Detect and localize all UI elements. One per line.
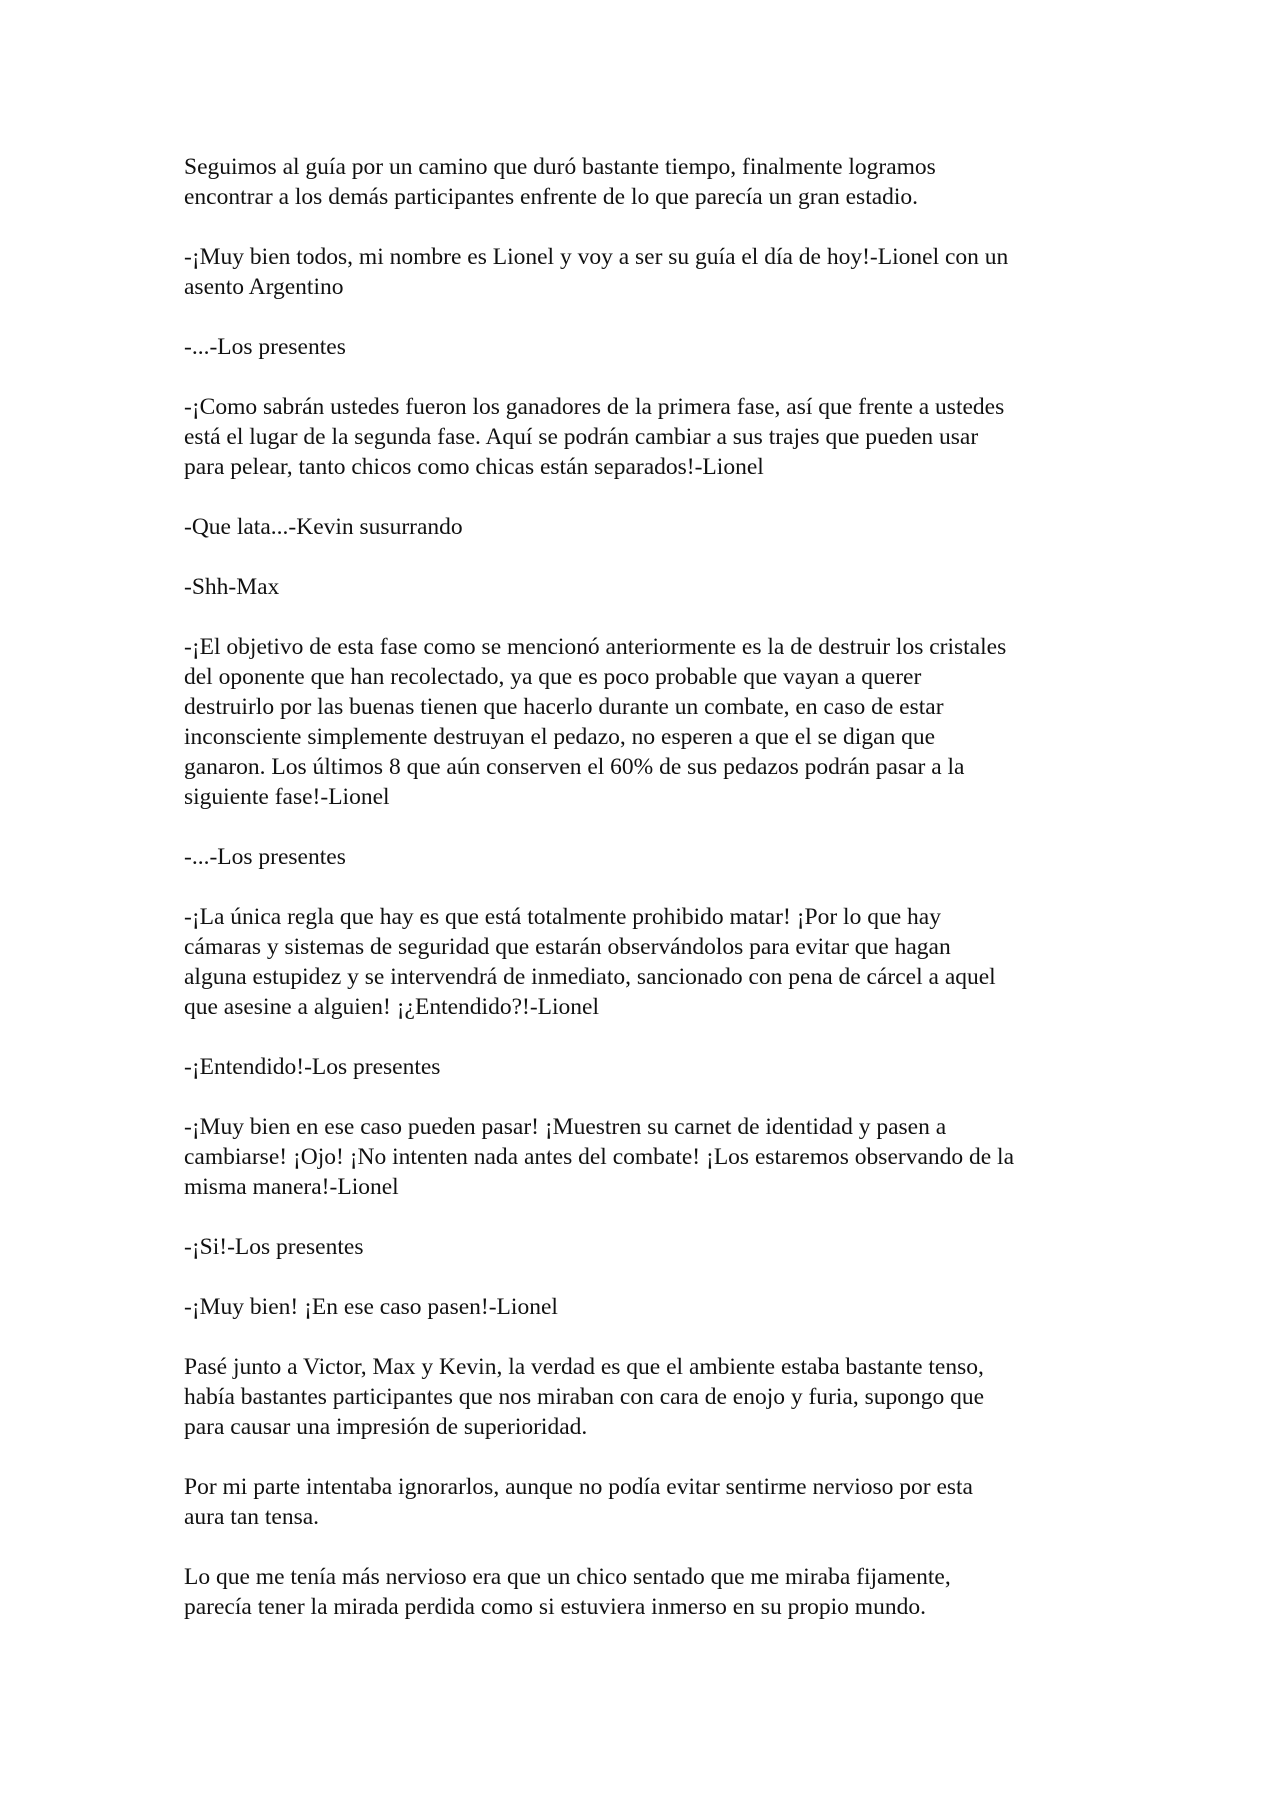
- paragraph: [184, 1292, 1124, 1322]
- paragraph: [184, 1052, 1124, 1082]
- paragraph: [184, 842, 1124, 872]
- text-line: siguiente fase!-Lionel: [184, 784, 390, 810]
- text-line: -...-Los presentes: [184, 334, 346, 360]
- text-line: para pelear, tanto chicos como chicas están separados!-Lionel: [184, 454, 764, 480]
- text-line: alguna estupidez y se intervendrá de inmediato, sancionado con pena de cárcel a aquel: [184, 964, 996, 990]
- text-line: había bastantes participantes que nos miraban con cara de enojo y furia, supongo que: [184, 1384, 985, 1410]
- paragraph: [184, 152, 1124, 212]
- text-line: para causar una impresión de superioridad.: [184, 1414, 588, 1440]
- text-line: -Que lata...-Kevin susurrando: [184, 514, 463, 540]
- text-line: está el lugar de la segunda fase. Aquí se podrán cambiar a sus trajes que pueden usar: [184, 424, 979, 450]
- paragraph: [184, 902, 1124, 1022]
- text-line: -¡El objetivo de esta fase como se mencionó anteriormente es la de destruir los cristales: [184, 634, 1007, 660]
- document-page: [184, 152, 1124, 1652]
- text-line: asento Argentino: [184, 274, 344, 300]
- paragraph: [184, 242, 1124, 302]
- text-line: -¡Entendido!-Los presentes: [184, 1054, 441, 1080]
- text-line: cambiarse! ¡Ojo! ¡No intenten nada antes del combate! ¡Los estaremos observando de la: [184, 1144, 1015, 1170]
- text-line: destruirlo por las buenas tienen que hacerlo durante un combate, en caso de estar: [184, 694, 944, 720]
- text-line: aura tan tensa.: [184, 1504, 320, 1530]
- text-line: -¡Si!-Los presentes: [184, 1234, 364, 1260]
- text-line: ganaron. Los últimos 8 que aún conserven el 60% de sus pedazos podrán pasar a la: [184, 754, 965, 780]
- text-line: -¡Muy bien en ese caso pueden pasar! ¡Muestren su carnet de identidad y pasen a: [184, 1114, 947, 1140]
- paragraph: [184, 512, 1124, 542]
- paragraph: [184, 1232, 1124, 1262]
- text-line: del oponente que han recolectado, ya que es poco probable que vayan a querer: [184, 664, 922, 690]
- text-line: Lo que me tenía más nervioso era que un chico sentado que me miraba fijamente,: [184, 1564, 951, 1590]
- text-line: -¡Como sabrán ustedes fueron los ganadores de la primera fase, así que frente a ustedes: [184, 394, 1005, 420]
- paragraph: [184, 1112, 1124, 1202]
- text-line: -¡La única regla que hay es que está totalmente prohibido matar! ¡Por lo que hay: [184, 904, 941, 930]
- paragraph: [184, 632, 1124, 812]
- text-line: Seguimos al guía por un camino que duró bastante tiempo, finalmente logramos: [184, 154, 936, 180]
- text-line: que asesine a alguien! ¡¿Entendido?!-Lionel: [184, 994, 599, 1020]
- paragraph: [184, 1352, 1124, 1442]
- text-line: inconsciente simplemente destruyan el pedazo, no esperen a que el se digan que: [184, 724, 936, 750]
- text-line: -...-Los presentes: [184, 844, 346, 870]
- paragraph: [184, 1562, 1124, 1622]
- paragraph: [184, 572, 1124, 602]
- text-line: Por mi parte intentaba ignorarlos, aunque no podía evitar sentirme nervioso por esta: [184, 1474, 973, 1500]
- text-line: misma manera!-Lionel: [184, 1174, 399, 1200]
- paragraph: [184, 392, 1124, 482]
- paragraph: [184, 1472, 1124, 1532]
- text-line: encontrar a los demás participantes enfrente de lo que parecía un gran estadio.: [184, 184, 919, 210]
- text-line: -¡Muy bien! ¡En ese caso pasen!-Lionel: [184, 1294, 558, 1320]
- text-line: Pasé junto a Victor, Max y Kevin, la verdad es que el ambiente estaba bastante tenso,: [184, 1354, 984, 1380]
- paragraph: [184, 332, 1124, 362]
- text-line: parecía tener la mirada perdida como si estuviera inmerso en su propio mundo.: [184, 1594, 926, 1620]
- text-line: -Shh-Max: [184, 574, 280, 600]
- text-line: -¡Muy bien todos, mi nombre es Lionel y voy a ser su guía el día de hoy!-Lionel con un: [184, 244, 1009, 270]
- text-line: cámaras y sistemas de seguridad que estarán observándolos para evitar que hagan: [184, 934, 951, 960]
